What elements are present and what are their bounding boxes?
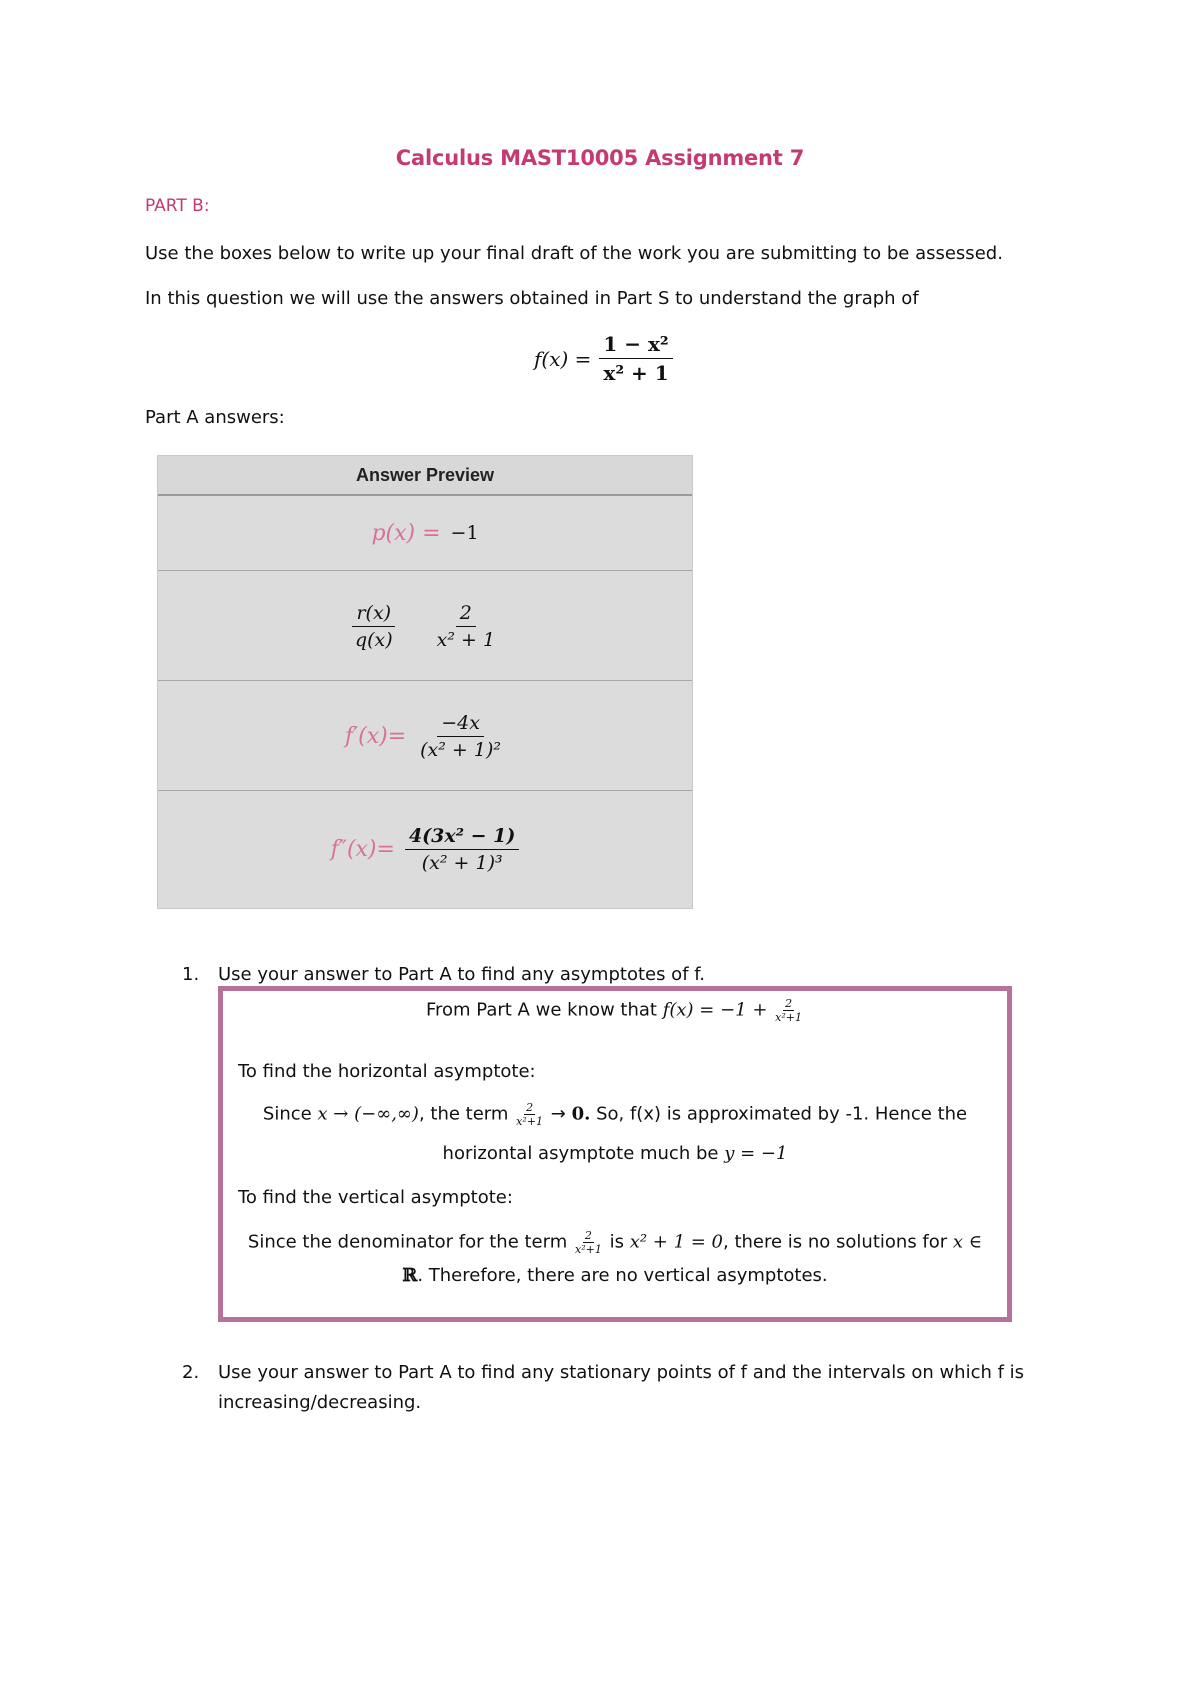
preview-row-r-over-q xyxy=(158,572,692,681)
fraction-numerator: r(x) xyxy=(352,602,395,627)
question-2-number: 2. xyxy=(182,1362,200,1383)
vertical-asymptote-heading: To find the vertical asymptote: xyxy=(238,1187,513,1208)
function-denominator: x² + 1 xyxy=(603,361,669,385)
function-fraction xyxy=(599,332,672,385)
part-a-label: Part A answers: xyxy=(145,407,285,428)
part-b-heading: PART B: xyxy=(145,196,210,216)
fraction-numerator: 2 xyxy=(785,997,793,1010)
handwritten-label: f″(x)= xyxy=(330,836,395,862)
preview-fraction xyxy=(416,712,505,761)
box-text: horizontal asymptote much be xyxy=(442,1143,719,1164)
preview-fraction-rq xyxy=(351,602,397,651)
preview-row-f-double-prime xyxy=(158,792,692,906)
box-math: x → (−∞,∞) xyxy=(317,1103,419,1125)
box-text: → xyxy=(550,1103,566,1125)
question-2-text-line-1: Use your answer to Part A to find any stationary points of f and the intervals on which f is xyxy=(218,1362,1025,1383)
preview-row-p xyxy=(158,496,692,571)
vertical-asymptote-line-2 xyxy=(223,1265,1007,1286)
answer-box-question-1[interactable] xyxy=(218,986,1012,1322)
fraction-numerator: 2 xyxy=(526,1101,534,1114)
box-fraction xyxy=(514,1101,545,1128)
box-text: Since xyxy=(262,1103,312,1125)
box-math: f(x) = −1 + xyxy=(662,999,768,1021)
box-text: is xyxy=(609,1231,624,1253)
function-lhs: f(x) = xyxy=(534,346,592,371)
horizontal-asymptote-heading: To find the horizontal asymptote: xyxy=(238,1061,536,1082)
fraction-numerator: 2 xyxy=(584,1229,592,1242)
box-text: . Therefore, there are no vertical asymptotes. xyxy=(417,1265,828,1286)
box-math: ℝ xyxy=(402,1265,418,1286)
handwritten-label: p(x) = xyxy=(371,520,441,546)
fraction-numerator: −4x xyxy=(437,712,484,737)
fraction-numerator: 4(3x² − 1) xyxy=(405,825,519,850)
document-title: Calculus MAST10005 Assignment 7 xyxy=(395,146,805,170)
question-1-number: 1. xyxy=(182,964,200,985)
box-text: From Part A we know that xyxy=(425,999,657,1021)
horizontal-asymptote-line-2 xyxy=(223,1143,1007,1164)
fraction-denominator: (x² + 1)³ xyxy=(421,851,503,874)
box-math: y = −1 xyxy=(724,1143,788,1164)
box-text: , the term xyxy=(418,1103,509,1125)
question-1-text: Use your answer to Part A to find any asymptotes of f. xyxy=(218,964,706,985)
preview-fraction xyxy=(405,825,519,874)
preview-value: −1 xyxy=(450,522,479,544)
answer-preview-header: Answer Preview xyxy=(158,456,692,496)
box-text: , there is no solutions for xyxy=(723,1231,948,1253)
fraction-denominator: x²+1 xyxy=(516,1115,543,1128)
question-2-text-line-2: increasing/decreasing. xyxy=(218,1392,422,1413)
intro-paragraph-1: Use the boxes below to write up your final draft of the work you are submitting to be assessed. xyxy=(145,243,1003,264)
answer-preview-table xyxy=(157,455,693,909)
fraction-denominator: x² + 1 xyxy=(436,628,496,651)
intro-paragraph-2: In this question we will use the answers obtained in Part S to understand the graph of xyxy=(145,288,919,309)
fraction-denominator: x²+1 xyxy=(574,1243,602,1256)
box-line-1 xyxy=(223,997,1007,1024)
horizontal-asymptote-line-1 xyxy=(223,1101,1007,1128)
box-math: x² + 1 = 0 xyxy=(629,1231,724,1253)
fraction-numerator: 2 xyxy=(456,602,476,627)
fraction-denominator: (x² + 1)² xyxy=(420,738,502,761)
box-fraction xyxy=(573,1229,604,1256)
function-definition xyxy=(534,332,673,385)
box-math: 0. xyxy=(571,1103,591,1125)
handwritten-label: f′(x)= xyxy=(344,723,407,749)
fraction-denominator: q(x) xyxy=(354,628,393,651)
box-math: x ∈ xyxy=(952,1231,983,1253)
preview-row-f-prime xyxy=(158,682,692,791)
box-text: Since the denominator for the term xyxy=(247,1231,568,1253)
box-fraction xyxy=(773,997,804,1024)
box-text: So, f(x) is approximated by -1. Hence the xyxy=(590,1103,968,1125)
vertical-asymptote-line-1 xyxy=(223,1229,1007,1256)
preview-fraction-value xyxy=(433,602,499,651)
function-numerator: 1 − x² xyxy=(599,332,672,359)
fraction-denominator: x²+1 xyxy=(775,1011,802,1024)
